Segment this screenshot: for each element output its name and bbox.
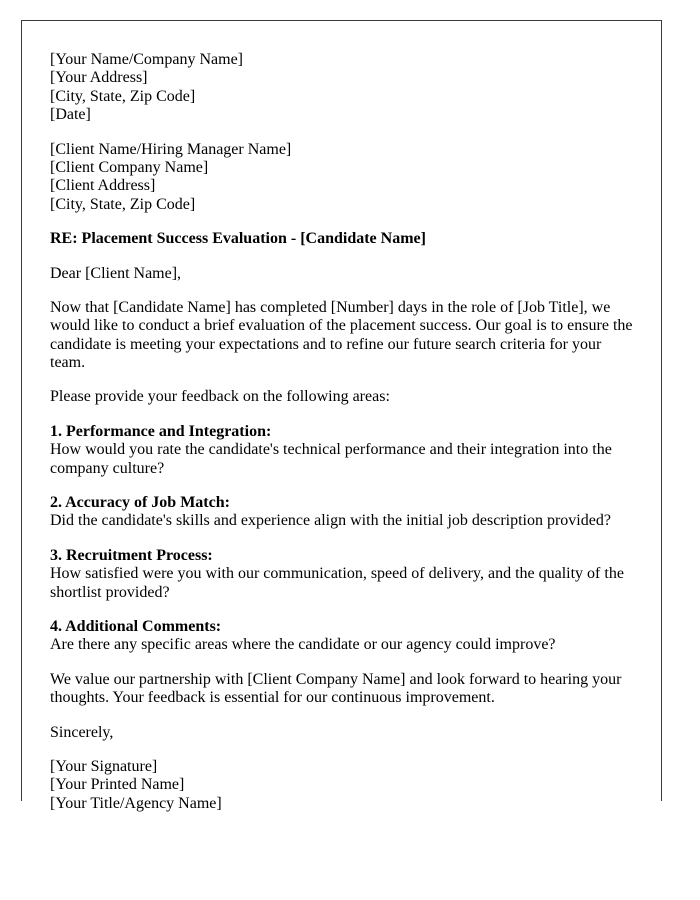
section-body: Did the candidate's skills and experience align with the initial job description provided? [50, 512, 611, 530]
sender-city-line: [City, State, Zip Code] [50, 87, 196, 105]
subject-line: RE: Placement Success Evaluation - [Candidate Name] [50, 230, 426, 248]
sender-name-line: [Your Name/Company Name] [50, 51, 244, 68]
section-heading: 3. Recruitment Process: [50, 546, 213, 564]
recipient-address-block [50, 141, 633, 215]
signature-line: [Your Signature] [50, 757, 158, 775]
recipient-name-line: [Client Name/Hiring Manager Name] [50, 140, 292, 158]
feedback-prompt: Please provide your feedback on the following areas: [50, 388, 390, 406]
closing-paragraph: We value our partnership with [Client Company Name] and look forward to hearing your thoughts. Your feedback is essential for our continuous improvement. [50, 670, 622, 707]
recipient-address-line: [Client Address] [50, 177, 156, 195]
feedback-section-additional-comments [50, 618, 633, 655]
signoff: Sincerely, [50, 723, 114, 741]
section-body: How would you rate the candidate's technical performance and their integration into the company culture? [50, 441, 612, 477]
printed-name-line: [Your Printed Name] [50, 776, 185, 794]
salutation: Dear [Client Name], [50, 264, 182, 282]
section-heading: 2. Accuracy of Job Match: [50, 494, 230, 512]
letter-template [21, 20, 662, 812]
recipient-city-line: [City, State, Zip Code] [50, 195, 196, 213]
feedback-section-job-match [50, 494, 633, 531]
section-body: How satisfied were you with our communication, speed of delivery, and the quality of the shortlist provided? [50, 565, 624, 601]
signature-block [50, 758, 633, 813]
sender-address-block [50, 51, 633, 125]
sender-address-line: [Your Address] [50, 69, 148, 87]
recipient-company-line: [Client Company Name] [50, 158, 209, 176]
sender-date-line: [Date] [50, 106, 91, 124]
intro-paragraph: Now that [Candidate Name] has completed [Number] days in the role of [Job Title], we would like to conduct a brief evaluation of the placement success. Our goal is to ensure the candidate is meeting your expectations and to refine our future search criteria for your team. [50, 298, 633, 372]
section-heading: 1. Performance and Integration: [50, 422, 272, 440]
feedback-section-recruitment-process [50, 547, 633, 602]
title-agency-line: [Your Title/Agency Name] [50, 794, 222, 812]
feedback-section-performance [50, 423, 633, 478]
section-body: Are there any specific areas where the candidate or our agency could improve? [50, 636, 556, 654]
section-heading: 4. Additional Comments: [50, 617, 222, 635]
